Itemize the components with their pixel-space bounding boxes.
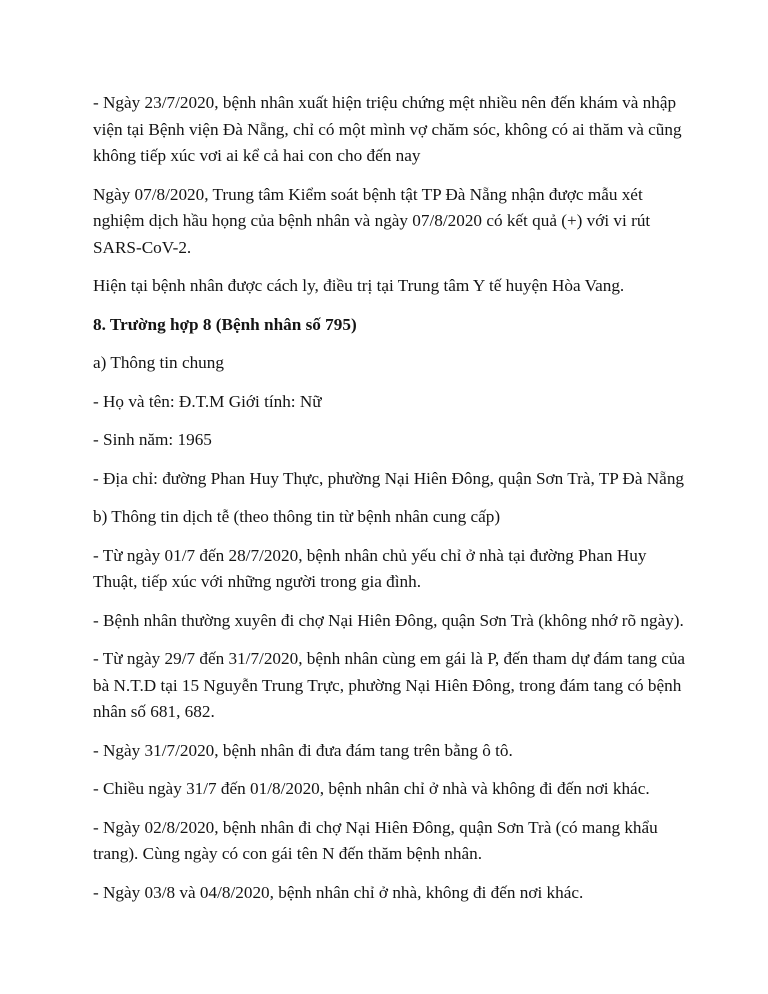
paragraph-birth-year: - Sinh năm: 1965 bbox=[93, 430, 212, 449]
paragraph-funeral-procession: - Ngày 31/7/2020, bệnh nhân đi đưa đám tang trên bằng ô tô. bbox=[93, 740, 513, 760]
subheading-general-info: a) Thông tin chung bbox=[93, 353, 224, 372]
section-heading-case-8: 8. Trường hợp 8 (Bệnh nhân số 795) bbox=[93, 314, 357, 334]
paragraph-test-result: Ngày 07/8/2020, Trung tâm Kiểm soát bệnh tật TP Đà Nẵng nhận được mẫu xét nghiệm dịch hầu họng của bệnh nhân và ngày 07/8/2020 có kết quả (+) với vi rút SARS-CoV-2. bbox=[93, 184, 651, 257]
paragraph-name-gender: - Họ và tên: Đ.T.M Giới tính: Nữ bbox=[93, 391, 322, 411]
paragraph-market-visit-0208: - Ngày 02/8/2020, bệnh nhân đi chợ Nại Hiên Đông, quận Sơn Trà (có mang khẩu trang). Cùng ngày có con gái tên N đến thăm bệnh nhân. bbox=[93, 817, 658, 863]
paragraph-hospital-admission: - Ngày 23/7/2020, bệnh nhân xuất hiện triệu chứng mệt nhiều nên đến khám và nhập viện tại Bệnh viện Đà Nẵng, chỉ có một mình vợ chăm sóc, không có ai thăm và cũng không tiếp xúc vơi ai kể cả hai con cho đến nay bbox=[93, 93, 682, 165]
paragraph-afternoon-home: - Chiều ngày 31/7 đến 01/8/2020, bệnh nhân chỉ ở nhà và không đi đến nơi khác. bbox=[93, 779, 650, 798]
subheading-epidemiology: b) Thông tin dịch tễ (theo thông tin từ bệnh nhân cung cấp) bbox=[93, 507, 501, 526]
paragraph-stay-home: - Từ ngày 01/7 đến 28/7/2020, bệnh nhân chủ yếu chỉ ở nhà tại đường Phan Huy Thuật, tiếp xúc với những người trong gia đình. bbox=[93, 545, 647, 591]
paragraph-market-visits: - Bệnh nhân thường xuyên đi chợ Nại Hiên Đông, quận Sơn Trà (không nhớ rõ ngày). bbox=[93, 610, 684, 630]
paragraph-address: - Địa chỉ: đường Phan Huy Thực, phường Nại Hiên Đông, quận Sơn Trà, TP Đà Nẵng bbox=[93, 468, 685, 488]
paragraph-home-0308: - Ngày 03/8 và 04/8/2020, bệnh nhân chỉ ở nhà, không đi đến nơi khác. bbox=[93, 882, 584, 902]
document-page bbox=[93, 90, 691, 918]
paragraph-current-status: Hiện tại bệnh nhân được cách ly, điều trị tại Trung tâm Y tế huyện Hòa Vang. bbox=[93, 276, 625, 295]
paragraph-funeral-attendance: - Từ ngày 29/7 đến 31/7/2020, bệnh nhân cùng em gái là P, đến tham dự đám tang của bà N.T.D tại 15 Nguyễn Trung Trực, phường Nại Hiên Đông, trong đám tang có bệnh nhân số 681, 682. bbox=[93, 649, 686, 721]
